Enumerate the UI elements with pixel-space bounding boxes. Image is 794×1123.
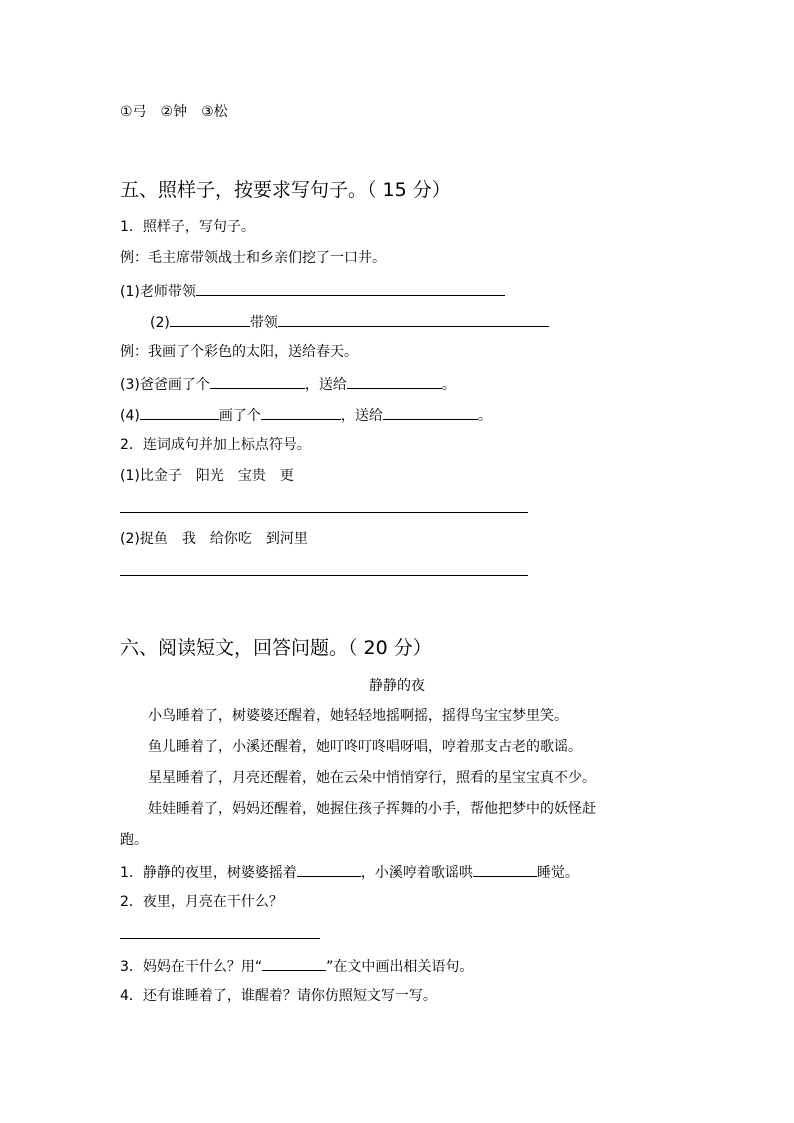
item2-mid: 带领: [249, 315, 278, 331]
section6-heading: 六、阅读短文，回答问题。（ 20 分）: [120, 637, 432, 659]
section6-q2: 2．夜里，月亮在干什么？: [120, 894, 283, 910]
answer-blank[interactable]: [170, 312, 250, 327]
q3-part2: ”在文中画出相关语句。: [326, 959, 474, 975]
answer-line[interactable]: [120, 512, 528, 513]
q1-part2: ，小溪哼着歌谣哄: [360, 865, 473, 881]
answer-line[interactable]: [120, 575, 528, 576]
section5-item3: [120, 374, 456, 394]
section5-item1: [120, 281, 505, 301]
section6-q1: [120, 862, 579, 882]
item3-mid: ，送给: [304, 377, 347, 393]
item1-prefix: (1)老师带领: [120, 284, 196, 300]
answer-blank[interactable]: [278, 312, 549, 327]
section6-q4: 4．还有谁睡着了，谁醒着？请你仿照短文写一写。: [120, 988, 437, 1004]
answer-blank[interactable]: [196, 281, 505, 296]
answer-blank[interactable]: [383, 405, 478, 420]
answer-blank[interactable]: [140, 405, 219, 420]
passage-para2: 鱼儿睡着了，小溪还醒着，她叮咚叮咚唱呀唱，哼着那支古老的歌谣。: [148, 739, 582, 755]
section5-item4: [120, 405, 492, 425]
answer-blank[interactable]: [473, 862, 537, 877]
section5-q1-label: 1．照样子，写句子。: [120, 219, 255, 235]
passage-para4-line1: 娃娃睡着了，妈妈还醒着，她握住孩子挥舞的小手，帮他把梦中的妖怪赶: [148, 801, 596, 817]
section6-q3: [120, 956, 473, 976]
passage-para3: 星星睡着了，月亮还醒着，她在云朵中悄悄穿行，照看的星宝宝真不少。: [148, 770, 596, 786]
passage-para1: 小鸟睡着了，树婆婆还醒着，她轻轻地摇啊摇，摇得鸟宝宝梦里笑。: [148, 708, 568, 724]
passage-title: 静静的夜: [369, 678, 425, 694]
item4-mid1: 画了个: [218, 408, 261, 424]
answer-blank[interactable]: [347, 374, 442, 389]
item4-end: 。: [477, 408, 492, 424]
answer-blank[interactable]: [210, 374, 305, 389]
answer-blank[interactable]: [297, 862, 361, 877]
section5-q2-item2: (2)捉鱼 我 给你吃 到河里: [120, 531, 308, 547]
item4-prefix: (4): [120, 408, 140, 424]
section5-example2: 例：我画了个彩色的太阳，送给春天。: [120, 344, 358, 360]
section5-item2: [150, 312, 549, 332]
section5-q2-label: 2．连词成句并加上标点符号。: [120, 437, 311, 453]
section5-q2-item1: (1)比金子 阳光 宝贵 更: [120, 468, 294, 484]
item4-mid2: ，送给: [340, 408, 383, 424]
passage-para4-line2: 跑。: [120, 832, 148, 848]
options-line: ①弓 ②钟 ③松: [120, 104, 228, 120]
section5-example1: 例：毛主席带领战士和乡亲们挖了一口井。: [120, 250, 386, 266]
item2-prefix: (2): [150, 315, 170, 331]
answer-blank[interactable]: [261, 405, 341, 420]
q3-part1: 3．妈妈在干什么？用“: [120, 959, 263, 975]
section5-heading: 五、照样子，按要求写句子。（ 15 分）: [120, 179, 451, 201]
underline-sample: [262, 956, 326, 971]
q1-part3: 睡觉。: [536, 865, 579, 881]
answer-line[interactable]: [120, 938, 320, 939]
q1-part1: 1．静静的夜里，树婆婆摇着: [120, 865, 297, 881]
item3-end: 。: [441, 377, 456, 393]
item3-prefix: (3)爸爸画了个: [120, 377, 210, 393]
